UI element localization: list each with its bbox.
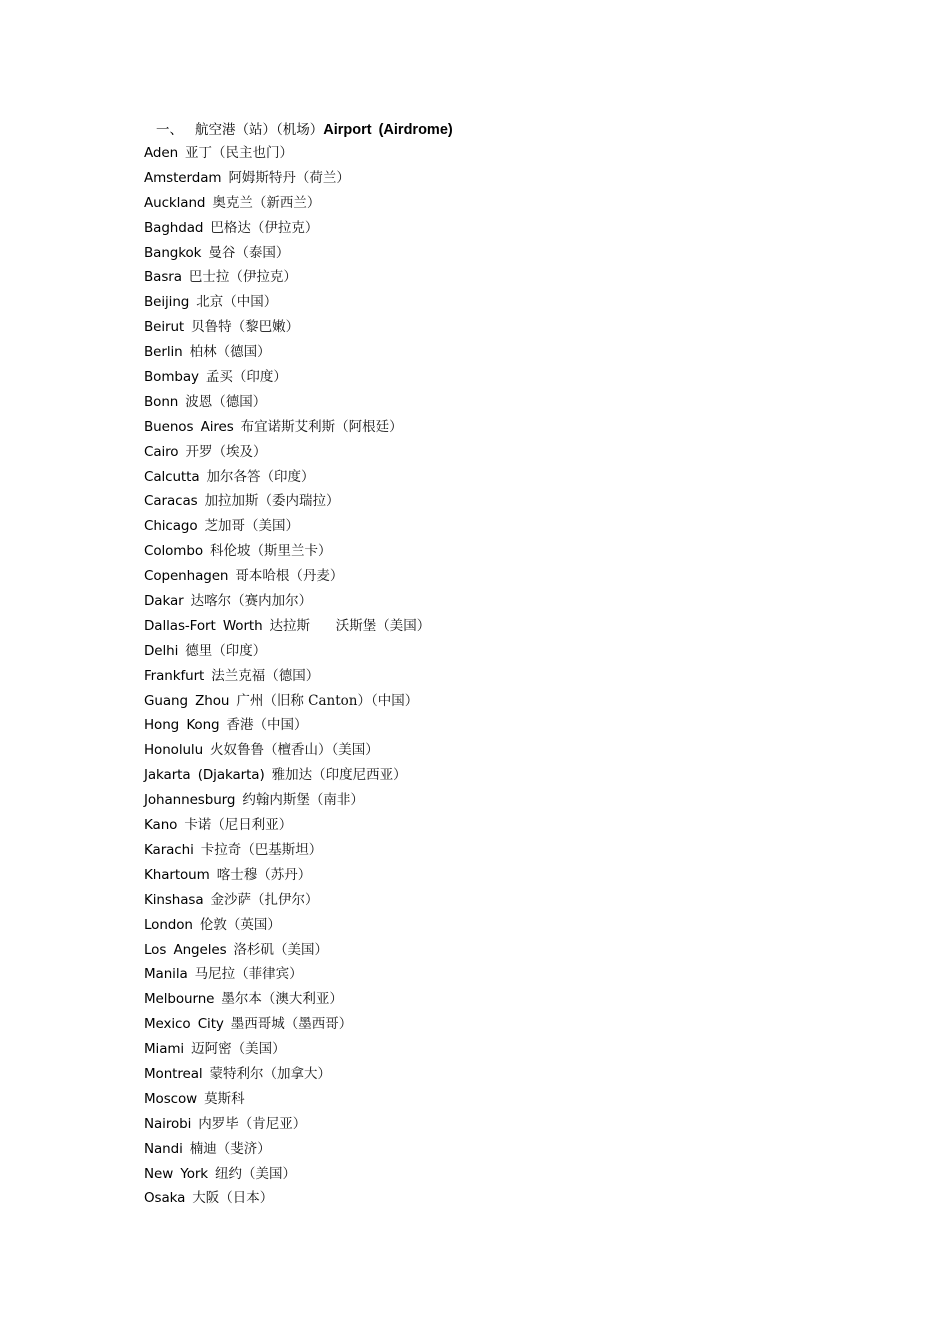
list-item	[144, 317, 430, 342]
city-name-chinese: 奥克兰（新西兰）	[212, 194, 321, 211]
list-item	[144, 691, 430, 716]
city-name-chinese: 科伦坡（斯里兰卡）	[209, 543, 332, 560]
city-name-english: Delhi	[144, 642, 179, 659]
city-name-chinese: 阿姆斯特丹（荷兰）	[228, 169, 350, 186]
city-name-chinese: 加拉加斯（委内瑞拉）	[204, 493, 340, 510]
city-name-english: Auckland	[144, 194, 206, 211]
city-name-english: Honolulu	[144, 742, 204, 759]
list-item	[144, 964, 430, 989]
city-name-chinese: 金沙萨（扎伊尔）	[210, 891, 319, 908]
city-name-chinese: 墨尔本（澳大利亚）	[221, 991, 343, 1008]
list-item	[144, 467, 430, 492]
list-item	[144, 491, 430, 516]
list-item	[144, 1039, 430, 1064]
city-name-chinese: 香港（中国）	[226, 717, 308, 734]
city-name-chinese: 亚丁（民主也门）	[185, 145, 294, 161]
city-name-english: Guang Zhou	[144, 692, 230, 709]
city-name-english: Bangkok	[144, 244, 202, 261]
city-name-chinese: 马尼拉（菲律宾）	[194, 966, 303, 983]
city-name-chinese: 芝加哥（美国）	[204, 518, 300, 535]
list-item	[144, 790, 430, 815]
city-name-english: Bonn	[144, 393, 179, 410]
city-name-chinese: 巴士拉（伊拉克）	[188, 269, 297, 286]
city-name-english: Colombo	[144, 543, 203, 560]
city-name-chinese: 曼谷（泰国）	[208, 244, 290, 261]
city-name-chinese: 贝鲁特（黎巴嫩）	[191, 319, 300, 336]
city-name-chinese: 楠迪（斐济）	[189, 1140, 271, 1157]
city-name-english: Beijing	[144, 294, 190, 311]
city-name-english: Johannesburg	[144, 792, 236, 809]
city-name-chinese: 开罗（埃及）	[185, 443, 267, 460]
list-item	[144, 243, 430, 268]
city-name-english: Kinshasa	[144, 891, 204, 908]
list-item	[144, 541, 430, 566]
list-item	[144, 591, 430, 616]
city-name-chinese: 大阪（日本）	[192, 1190, 274, 1207]
city-name-english: Copenhagen	[144, 568, 229, 585]
airport-list	[144, 143, 430, 1213]
city-name-english: Berlin	[144, 344, 183, 361]
city-name-english: Aden	[144, 145, 179, 161]
list-item	[144, 267, 430, 292]
city-name-chinese: 雅加达（印度尼西亚）	[271, 767, 407, 784]
list-item	[144, 740, 430, 765]
list-item	[144, 715, 430, 740]
list-item	[144, 1064, 430, 1089]
city-name-english: Buenos Aires	[144, 418, 234, 435]
list-item	[144, 417, 430, 442]
section-heading	[156, 120, 453, 140]
list-item	[144, 840, 430, 865]
city-name-chinese: 蒙特利尔（加拿大）	[209, 1065, 332, 1082]
city-name-chinese: 加尔各答（印度）	[206, 468, 315, 485]
list-item	[144, 193, 430, 218]
city-name-english: Baghdad	[144, 219, 204, 236]
list-item	[144, 292, 430, 317]
city-name-english: Osaka	[144, 1190, 186, 1207]
city-name-chinese: 喀士穆（苏丹）	[216, 866, 312, 883]
city-name-chinese: 火奴鲁鲁（檀香山）（美国）	[210, 742, 379, 759]
list-item	[144, 765, 430, 790]
city-name-english: Hong Kong	[144, 717, 220, 734]
city-name-chinese: 纽约（美国）	[215, 1165, 297, 1182]
city-name-chinese: 内罗毕（肯尼亚）	[198, 1115, 307, 1132]
list-item	[144, 1164, 430, 1189]
list-item	[144, 890, 430, 915]
list-item	[144, 641, 430, 666]
list-item	[144, 342, 430, 367]
section-title-chinese: 航空港（站）（机场）	[195, 122, 324, 138]
list-item	[144, 1188, 430, 1213]
city-name-chinese: 卡诺（尼日利亚）	[184, 817, 293, 834]
list-item	[144, 815, 430, 840]
list-item	[144, 392, 430, 417]
city-name-chinese: 法兰克福（德国）	[211, 667, 320, 684]
city-name-english: Moscow	[144, 1090, 198, 1107]
city-name-chinese: 德里（印度）	[185, 642, 267, 659]
city-name-english: Los Angeles	[144, 941, 227, 958]
list-item	[144, 442, 430, 467]
city-name-english: Dakar	[144, 593, 184, 610]
list-item	[144, 143, 430, 168]
city-name-chinese: 达喀尔（赛内加尔）	[190, 593, 313, 610]
city-name-english: Dallas-Fort Worth	[144, 617, 263, 634]
city-name-chinese: 哥本哈根（丹麦）	[235, 568, 344, 585]
city-name-chinese: 卡拉奇（巴基斯坦）	[200, 841, 323, 858]
city-name-chinese: 布宜诺斯艾利斯（阿根廷）	[240, 418, 403, 435]
city-name-english: Jakarta (Djakarta)	[144, 767, 265, 784]
list-item	[144, 1089, 430, 1114]
city-name-english: Montreal	[144, 1065, 203, 1082]
list-item	[144, 915, 430, 940]
city-name-english: Miami	[144, 1041, 185, 1058]
list-item	[144, 616, 430, 641]
list-item	[144, 940, 430, 965]
city-name-chinese: 北京（中国）	[196, 294, 278, 311]
city-name-english: Manila	[144, 966, 188, 983]
list-item	[144, 566, 430, 591]
list-item	[144, 989, 430, 1014]
list-item	[144, 865, 430, 890]
city-name-english: London	[144, 916, 193, 933]
city-name-english: Caracas	[144, 493, 198, 510]
city-name-english: Karachi	[144, 841, 194, 858]
city-name-english: Basra	[144, 269, 182, 286]
city-name-english: Melbourne	[144, 991, 215, 1008]
list-item	[144, 1014, 430, 1039]
city-name-chinese: 莫斯科	[204, 1090, 245, 1107]
city-name-chinese: 孟买（印度）	[205, 369, 287, 386]
list-item	[144, 168, 430, 193]
city-name-english: Amsterdam	[144, 169, 222, 186]
city-name-chinese: 伦敦（英国）	[199, 916, 281, 933]
city-name-english: New York	[144, 1165, 209, 1182]
city-name-chinese: 达拉斯 沃斯堡（美国）	[269, 617, 431, 634]
list-item	[144, 218, 430, 243]
section-number: 一、	[156, 122, 183, 138]
section-title-english: Airport (Airdrome)	[323, 122, 453, 138]
list-item	[144, 1114, 430, 1139]
city-name-english: Frankfurt	[144, 667, 205, 684]
city-name-chinese: 柏林（德国）	[189, 344, 271, 361]
city-name-english: Chicago	[144, 518, 198, 535]
list-item	[144, 1139, 430, 1164]
city-name-chinese: 墨西哥城（墨西哥）	[230, 1016, 353, 1033]
city-name-chinese: 迈阿密（美国）	[191, 1041, 286, 1058]
city-name-english: Nairobi	[144, 1115, 192, 1132]
city-name-english: Nandi	[144, 1140, 183, 1157]
city-name-english: Mexico City	[144, 1016, 224, 1033]
city-name-chinese: 波恩（德国）	[185, 393, 267, 410]
city-name-english: Calcutta	[144, 468, 200, 485]
list-item	[144, 367, 430, 392]
city-name-english: Bombay	[144, 369, 199, 386]
city-name-english: Cairo	[144, 443, 179, 460]
list-item	[144, 666, 430, 691]
city-name-english: Kano	[144, 817, 178, 834]
list-item	[144, 516, 430, 541]
city-name-chinese: 巴格达（伊拉克）	[210, 219, 319, 236]
city-name-chinese: 洛杉矶（美国）	[233, 941, 329, 958]
city-name-english: Khartoum	[144, 866, 210, 883]
city-name-chinese: 广州（旧称 Canton）（中国）	[236, 692, 419, 709]
city-name-english: Beirut	[144, 319, 185, 336]
city-name-chinese: 约翰内斯堡（南非）	[242, 792, 364, 809]
